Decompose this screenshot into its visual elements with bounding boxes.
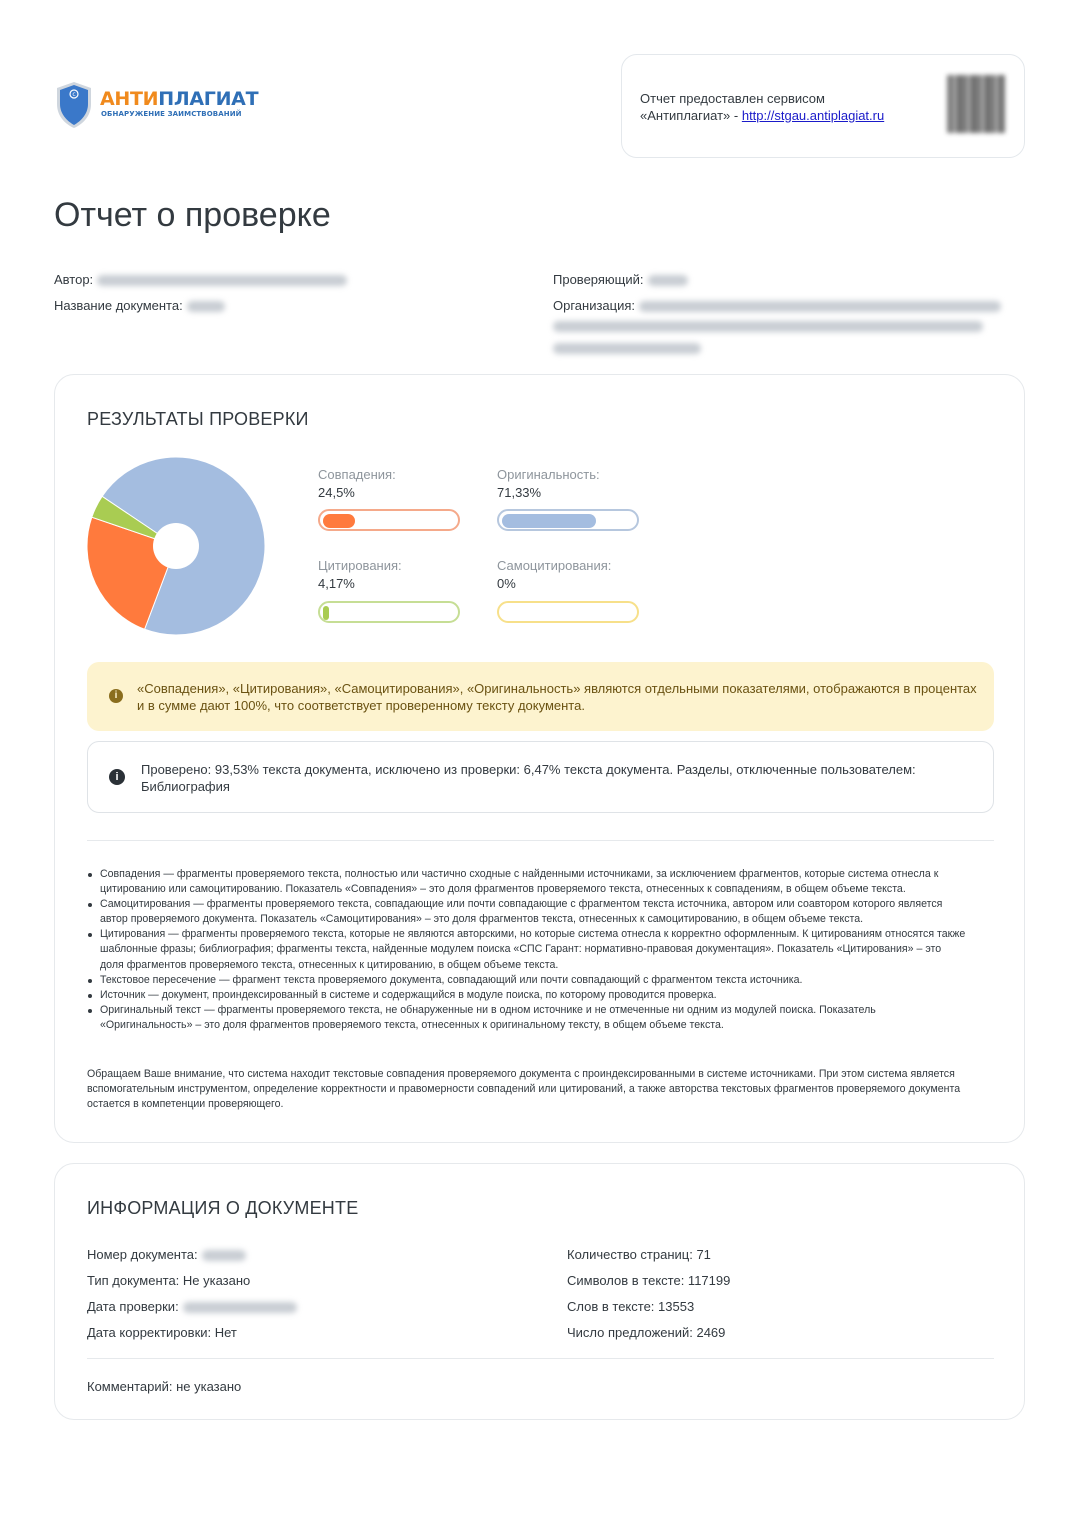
redacted-value	[183, 1302, 297, 1313]
definition-item: Самоцитирования — фрагменты проверяемого текста, совпадающие или почти совпадающие с фрагментом текста источника, автором или соавтором которого является автор проверяемого документа. Показатель «Самоцитирования» – это доля фрагментов текста, отнесенных к самоцитированию, в общем объеме текста.	[87, 897, 967, 927]
qr-code	[947, 75, 1005, 133]
info-icon: i	[109, 689, 123, 703]
redacted-value	[639, 301, 1001, 312]
definition-item: Цитирования — фрагменты проверяемого текста, которые не являются авторскими, но которые система отнесла к корректно оформленным. К цитированиям относятся также шаблонные фразы; библиография; фрагменты текста, найденные модулем поиска «СПС Гарант: нормативно-правовая документация». Показатель «Цитирования» – это доля фрагментов проверяемого текста, отнесенных к цитированию, в общем объеме текста.	[87, 927, 967, 972]
originality-progress-bar	[497, 509, 639, 531]
section-divider	[87, 840, 994, 841]
citations-progress-bar	[318, 601, 460, 623]
doc-name-field: Название документа:	[54, 298, 225, 313]
checked-note: i Проверено: 93,53% текста документа, исключено из проверки: 6,47% текста документа. Разделы, отключенные пользователем: Библиография	[87, 741, 994, 813]
section-divider	[87, 1358, 994, 1359]
redacted-value	[187, 301, 225, 312]
organization-field: Организация:	[553, 298, 1001, 313]
metric-matches: Совпадения: 24,5%	[318, 467, 396, 500]
svg-text:c: c	[72, 91, 76, 99]
metric-originality: Оригинальность: 71,33%	[497, 467, 600, 500]
redacted-value	[202, 1250, 246, 1261]
logo-subtitle: ОБНАРУЖЕНИЕ ЗАИМСТВОВАНИЙ	[101, 110, 242, 118]
chars-field: Символов в тексте: 117199	[567, 1273, 731, 1288]
page-title: Отчет о проверке	[54, 196, 331, 234]
definitions-list	[87, 867, 967, 1033]
indicators-note: i «Совпадения», «Цитирования», «Самоцитирования», «Оригинальность» являются отдельными показателями, отображаются в процентах и в сумме дают 100%, что соответствует проверенному тексту документа.	[87, 662, 994, 731]
redacted-value	[97, 275, 347, 286]
matches-progress-fill	[323, 514, 355, 528]
definition-item: Источник — документ, проиндексированный в системе и содержащийся в модуле поиска, по которому проводится проверка.	[87, 988, 967, 1003]
words-field: Слов в тексте: 13553	[567, 1299, 695, 1314]
results-card	[54, 374, 1025, 1143]
redacted-value	[648, 275, 688, 286]
service-link-line: «Антиплагиат» - http://stgau.antiplagiat.ru	[640, 108, 885, 123]
sentences-field: Число предложений: 2469	[567, 1325, 726, 1340]
shield-copyright-icon	[54, 80, 94, 130]
definition-item: Текстовое пересечение — фрагмент текста проверяемого документа, совпадающий или почти совпадающий с фрагментом текста источника.	[87, 973, 967, 988]
service-text: Отчет предоставлен сервисом	[640, 91, 825, 106]
service-link[interactable]: http://stgau.antiplagiat.ru	[741, 108, 885, 123]
pie-center-hole	[153, 523, 199, 569]
service-info-box	[621, 54, 1025, 158]
check-date-field: Дата проверки:	[87, 1299, 297, 1314]
disclaimer-text: Обращаем Ваше внимание, что система находит текстовые совпадения проверяемого документа с проиндексированными в системе источниками. При этом система является вспомогательным инструментом, определение корректности и правомерности совпадений или цитирований, а также авторства текстовых фрагментов проверяемого документа остается в компетенции проверяющего.	[87, 1068, 961, 1111]
results-heading: РЕЗУЛЬТАТЫ ПРОВЕРКИ	[87, 409, 309, 429]
matches-progress-bar	[318, 509, 460, 531]
document-info-card	[54, 1163, 1025, 1420]
results-pie-chart	[87, 457, 265, 635]
logo-title: АНТИПЛАГИАТ	[100, 88, 259, 110]
antiplagiat-logo	[54, 80, 259, 130]
citations-progress-fill	[323, 606, 329, 620]
organization-redacted-lines	[553, 318, 993, 354]
author-field: Автор:	[54, 272, 347, 287]
definition-item: Оригинальный текст — фрагменты проверяемого текста, не обнаруженные ни в одном источнике и не отмеченные ни одним из модулей поиска. Показатель «Оригинальность» – это доля фрагментов проверяемого текста, отнесенных к оригинальному тексту, в общем объеме текста.	[87, 1003, 967, 1033]
metric-citations: Цитирования: 4,17%	[318, 558, 402, 591]
info-heading: ИНФОРМАЦИЯ О ДОКУМЕНТЕ	[87, 1198, 359, 1218]
comment-field: Комментарий: не указано	[87, 1379, 242, 1394]
doc-number-field: Номер документа:	[87, 1247, 246, 1262]
doc-type-field: Тип документа: Не указано	[87, 1273, 251, 1288]
checker-field: Проверяющий:	[553, 272, 688, 287]
correction-date-field: Дата корректировки: Нет	[87, 1325, 237, 1340]
self-citations-progress-bar	[497, 601, 639, 623]
metric-self-citations: Самоцитирования: 0%	[497, 558, 612, 591]
definition-item: Совпадения — фрагменты проверяемого текста, полностью или частично сходные с найденными источниками, за исключением фрагментов, которые система отнесла к цитированию или самоцитированию. Показатель «Совпадения» – это доля фрагментов проверяемого текста, отнесенных к совпадениям, в общем объеме текста.	[87, 867, 967, 897]
originality-progress-fill	[502, 514, 596, 528]
info-icon: i	[109, 769, 125, 785]
pages-field: Количество страниц: 71	[567, 1247, 711, 1262]
